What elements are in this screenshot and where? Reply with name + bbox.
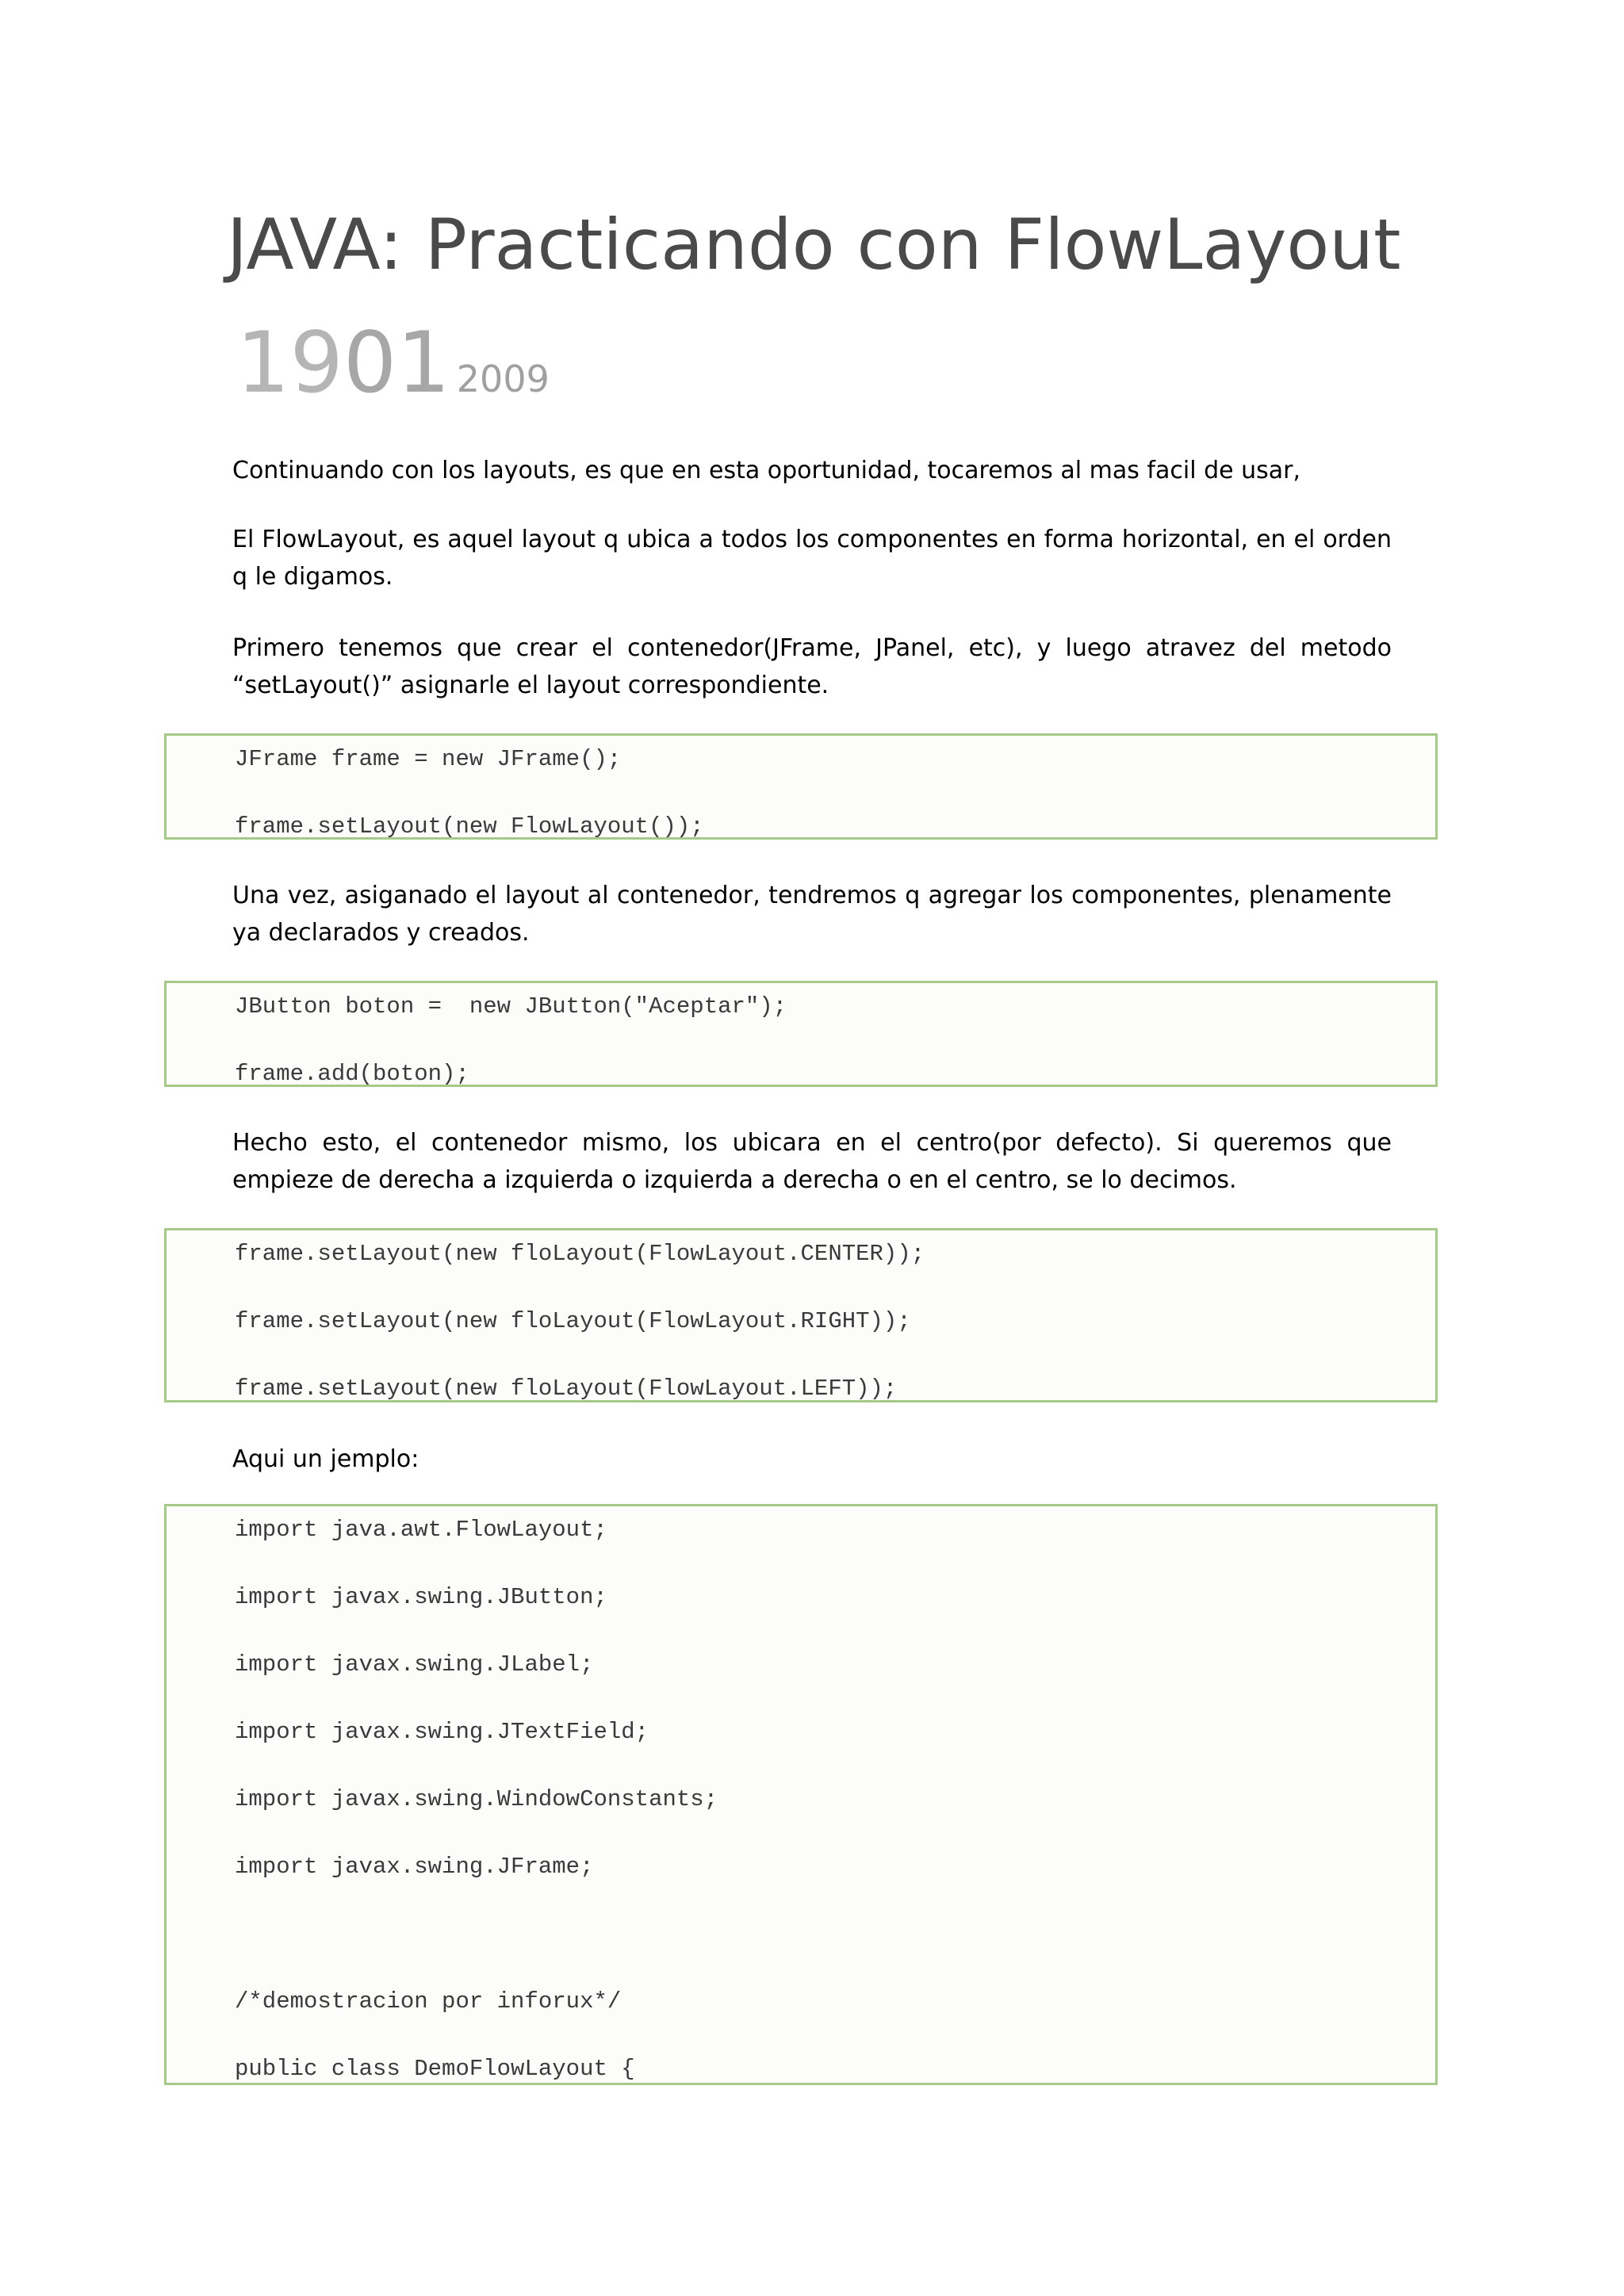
post-date — [236, 314, 550, 411]
date-month: 01 — [343, 314, 450, 411]
paragraph-alignment: Hecho esto, el contenedor mismo, los ubicara en el centro(por defecto). Si queremos que empieze de derecha a izquierda o izquierda a derecha o en el centro, se lo decimos. — [232, 1129, 1392, 1194]
code-line: frame.setLayout(new floLayout(FlowLayout.LEFT)); — [235, 1376, 898, 1402]
code-block-button — [164, 981, 1438, 1087]
date-day: 19 — [236, 314, 343, 411]
code-line: import javax.swing.JFrame; — [235, 1854, 594, 1880]
code-block-example — [164, 1504, 1438, 2085]
code-line: import javax.swing.JLabel; — [235, 1651, 594, 1678]
code-line: import javax.swing.JButton; — [235, 1584, 607, 1610]
paragraph-create-container: Primero tenemos que crear el contenedor(JFrame, JPanel, etc), y luego atravez del metodo “setLayout()” asignarle el layout correspondiente. — [232, 634, 1392, 699]
paragraph-intro: Continuando con los layouts, es que en esta oportunidad, tocaremos al mas facil de usar, — [232, 457, 1301, 484]
code-line: frame.add(boton); — [235, 1061, 469, 1087]
code-line: import java.awt.FlowLayout; — [235, 1517, 607, 1543]
code-line: frame.setLayout(new floLayout(FlowLayout.RIGHT)); — [235, 1308, 911, 1334]
date-year: 2009 — [456, 358, 550, 400]
paragraph-add-components: Una vez, asiganado el layout al contenedor, tendremos q agregar los componentes, plenamente ya declarados y creados. — [232, 882, 1392, 947]
code-line: import javax.swing.WindowConstants; — [235, 1786, 718, 1812]
code-line: /*demostracion por inforux*/ — [235, 1988, 622, 2015]
code-line: frame.setLayout(new floLayout(FlowLayout.CENTER)); — [235, 1241, 925, 1267]
code-line: JFrame frame = new JFrame(); — [235, 746, 622, 772]
code-line: JButton boton = new JButton("Aceptar"); — [235, 993, 787, 1020]
code-line: frame.setLayout(new FlowLayout()); — [235, 813, 704, 840]
paragraph-example-intro: Aqui un jemplo: — [232, 1445, 419, 1473]
code-line: import javax.swing.JTextField; — [235, 1719, 649, 1745]
code-line: public class DemoFlowLayout { — [235, 2056, 635, 2082]
paragraph-flowlayout-description: El FlowLayout, es aquel layout q ubica a todos los componentes en forma horizontal, en el orden q le digamos. — [232, 526, 1392, 591]
post-title: JAVA: Practicando con FlowLayout — [227, 204, 1401, 285]
code-block-frame — [164, 733, 1438, 840]
code-block-alignment — [164, 1228, 1438, 1402]
